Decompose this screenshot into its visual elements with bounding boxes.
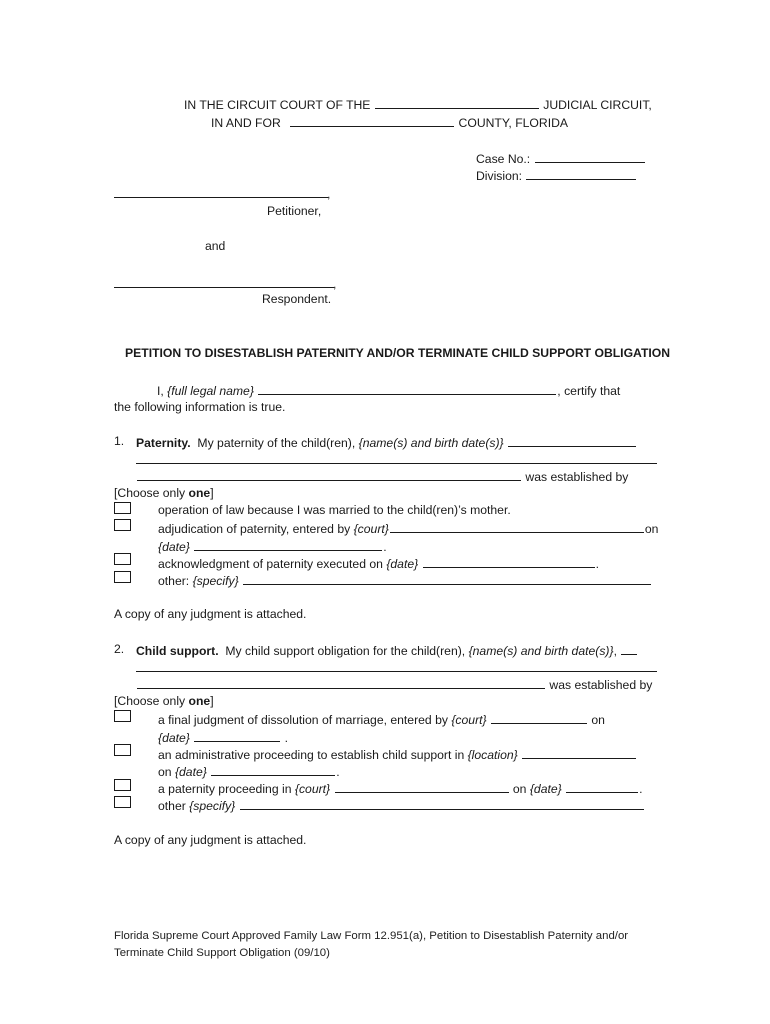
- s2-option3-date-blank[interactable]: [566, 781, 638, 793]
- section1-option2-checkbox[interactable]: [114, 519, 131, 531]
- caption-judicial-circuit-label: JUDICIAL CIRCUIT,: [543, 98, 652, 112]
- s2-option2-date-blank[interactable]: [211, 764, 335, 776]
- s2-option3-period: .: [639, 782, 643, 796]
- section2-option2-line1: [158, 747, 637, 761]
- option4-text: other:: [158, 574, 190, 588]
- petitioner-name-blank[interactable]: [114, 197, 328, 198]
- caption-circuit-court-label: IN THE CIRCUIT COURT OF THE: [184, 98, 371, 112]
- s2-option1-court-blank[interactable]: [491, 712, 587, 724]
- caption-in-and-for-label: IN AND FOR: [211, 116, 281, 130]
- s2-option4-specify-hint: {specify}: [189, 799, 236, 813]
- option3-period: .: [595, 557, 599, 571]
- division-label: Division:: [476, 169, 523, 183]
- respondent-label: Respondent.: [262, 292, 332, 306]
- section2-option1-checkbox[interactable]: [114, 710, 131, 722]
- intro-prefix: I,: [157, 384, 164, 398]
- section2-children-blank-2[interactable]: [136, 671, 657, 672]
- caption-county-label: COUNTY, FLORIDA: [458, 116, 569, 130]
- option2-date-hint: {date}: [158, 540, 190, 554]
- section1-option1-checkbox[interactable]: [114, 502, 131, 514]
- section1-option3-text: [158, 556, 599, 570]
- section2-heading: Child support.: [136, 644, 219, 658]
- intro-line2: the following information is true.: [114, 400, 286, 414]
- section1-established-row: [136, 469, 628, 483]
- option2-court-blank[interactable]: [390, 521, 644, 533]
- section1-copy: A copy of any judgment is attached.: [114, 607, 307, 621]
- section1-option4-text: [158, 573, 652, 587]
- s2-option3-on: on: [512, 782, 527, 796]
- section1-option4-checkbox[interactable]: [114, 571, 131, 583]
- s2-option2-text: an administrative proceeding to establish child support in: [158, 748, 465, 762]
- option2-text: adjudication of paternity, entered by: [158, 522, 351, 536]
- s2-option3-court-hint: {court}: [294, 782, 331, 796]
- court-caption-line1: [184, 97, 652, 111]
- and-label: and: [205, 239, 226, 253]
- court-caption-line2: [211, 115, 568, 129]
- choose-prefix: [Choose only: [114, 486, 189, 500]
- section2-copy: A copy of any judgment is attached.: [114, 833, 307, 847]
- s2-option1-date-blank[interactable]: [194, 730, 280, 742]
- s2-option2-date-hint: {date}: [174, 765, 207, 779]
- section2-option1-line1: [158, 712, 605, 726]
- s2-option1-period: .: [284, 731, 289, 745]
- case-number-blank[interactable]: [535, 151, 645, 163]
- footer-line1: Florida Supreme Court Approved Family Law Form 12.951(a), Petition to Disestablish Paternity and/or: [114, 930, 629, 942]
- full-name-blank[interactable]: [258, 383, 556, 395]
- s2-option4-text: other: [158, 799, 186, 813]
- intro-suffix: , certify that: [557, 384, 621, 398]
- option3-date-hint: {date}: [386, 557, 419, 571]
- petitioner-label: Petitioner,: [267, 204, 322, 218]
- section1-children-blank-3[interactable]: [137, 469, 521, 481]
- section1-children-blank-1[interactable]: [508, 435, 636, 447]
- section2-text: My child support obligation for the child(ren),: [225, 644, 466, 658]
- choose-suffix: ]: [210, 694, 214, 708]
- petitioner-comma: ,: [327, 187, 331, 201]
- section2-option3-checkbox[interactable]: [114, 779, 131, 791]
- option4-specify-hint: {specify}: [192, 574, 239, 588]
- judicial-circuit-blank[interactable]: [375, 97, 539, 109]
- section2-option2-line2: [158, 764, 340, 778]
- s2-option3-court-blank[interactable]: [335, 781, 509, 793]
- s2-option3-text: a paternity proceeding in: [158, 782, 292, 796]
- section2-option3-text: [158, 781, 643, 795]
- s2-option2-on: on: [158, 765, 172, 779]
- section1-heading: Paternity.: [136, 436, 191, 450]
- section2-option4-text: [158, 798, 645, 812]
- section1-hint: {name(s) and birth date(s)}: [358, 436, 504, 450]
- choose-prefix: [Choose only: [114, 694, 189, 708]
- section1-option3-checkbox[interactable]: [114, 553, 131, 565]
- section2-established-row: [136, 677, 652, 691]
- option2-court-hint: {court}: [353, 522, 389, 536]
- section2-established: was established by: [549, 678, 653, 692]
- option2-period: .: [383, 540, 387, 554]
- section1-option2-line2: [158, 539, 387, 553]
- division-blank[interactable]: [526, 168, 636, 180]
- choose-bold: one: [188, 694, 211, 708]
- section2-children-blank-1[interactable]: [621, 643, 637, 655]
- case-number-row: [476, 151, 646, 165]
- section2-line1: [136, 643, 638, 657]
- s2-option4-specify-blank[interactable]: [240, 798, 644, 810]
- intro-line1: [157, 383, 620, 397]
- county-blank[interactable]: [290, 115, 454, 127]
- section2-comma: ,: [613, 644, 617, 658]
- section1-choose: [114, 487, 214, 499]
- s2-option2-location-hint: {location}: [467, 748, 518, 762]
- full-name-hint: {full legal name}: [167, 384, 254, 398]
- section2-hint: {name(s) and birth date(s)}: [468, 644, 614, 658]
- section1-number: 1.: [114, 434, 125, 448]
- s2-option1-date-hint: {date}: [158, 731, 190, 745]
- section1-option1-text: operation of law because I was married to the child(ren)’s mother.: [158, 503, 511, 517]
- respondent-comma: ,: [333, 277, 337, 291]
- option2-date-blank[interactable]: [194, 539, 382, 551]
- section2-option2-checkbox[interactable]: [114, 744, 131, 756]
- s2-option2-period: .: [336, 765, 340, 779]
- respondent-name-blank[interactable]: [114, 287, 334, 288]
- section2-number: 2.: [114, 642, 125, 656]
- form-title: PETITION TO DISESTABLISH PATERNITY AND/OR TERMINATE CHILD SUPPORT OBLIGATION: [125, 346, 671, 360]
- section1-established: was established by: [525, 470, 629, 484]
- option2-on: on: [644, 522, 659, 536]
- option3-text: acknowledgment of paternity executed on: [158, 557, 383, 571]
- section2-choose: [114, 695, 214, 707]
- footer-line2: Terminate Child Support Obligation (09/10): [114, 947, 330, 959]
- section1-text: My paternity of the child(ren),: [197, 436, 356, 450]
- s2-option1-on: on: [591, 713, 605, 727]
- section1-children-blank-2[interactable]: [136, 463, 657, 464]
- choose-bold: one: [188, 486, 211, 500]
- section1-option2-line1: [158, 521, 658, 535]
- option4-specify-blank[interactable]: [243, 573, 651, 585]
- choose-suffix: ]: [210, 486, 214, 500]
- division-row: [476, 168, 637, 182]
- case-number-label: Case No.:: [476, 152, 531, 166]
- s2-option2-location-blank[interactable]: [522, 747, 636, 759]
- s2-option3-date-hint: {date}: [529, 782, 562, 796]
- section2-option1-line2: [158, 730, 288, 744]
- section2-option4-checkbox[interactable]: [114, 796, 131, 808]
- section2-children-blank-3[interactable]: [137, 677, 545, 689]
- option3-date-blank[interactable]: [423, 556, 595, 568]
- s2-option1-court-hint: {court}: [451, 713, 487, 727]
- s2-option1-text: a final judgment of dissolution of marriage, entered by: [158, 713, 448, 727]
- section1-line1: [136, 435, 637, 449]
